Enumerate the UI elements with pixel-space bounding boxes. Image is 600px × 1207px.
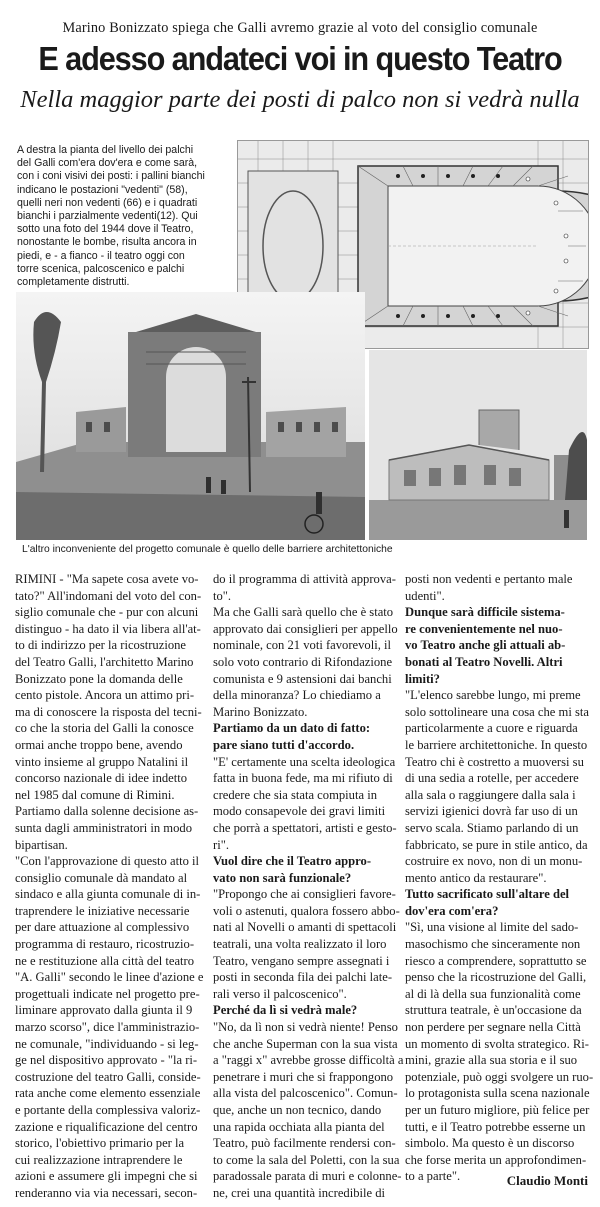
body-line: siglio comunale che - pur con alcuni <box>15 605 199 620</box>
question-line: pare siano tutti d'accordo. <box>213 737 355 752</box>
body-line: progettuali indicate nel progetto pre- <box>15 986 200 1001</box>
author-signature: Claudio Monti <box>506 1173 588 1188</box>
body-line: servizi igienici dovrà far uso di un <box>405 804 578 819</box>
caption-line: torre scenica, palcoscenico e palchi <box>17 262 185 275</box>
body-line: approvato dai consiglieri per appello <box>213 621 398 636</box>
body-line: to di indirizzo per la ricostruzione <box>15 638 187 653</box>
body-line: ormai anche troppo bene, avendo <box>15 737 183 752</box>
body-line: ma di conoscere la risposta del tecni- <box>15 704 202 719</box>
body-line: al di là della sua funzionalità come <box>405 986 581 1001</box>
body-line: penso che la ricostruzione del Galli, <box>405 970 587 985</box>
body-line: concorso nazionale di idee indetto <box>15 771 188 786</box>
body-line: "A. Galli" secondo le linee d'azione e <box>15 970 204 985</box>
body-line: voli o astenuti, qualora fossero abbo- <box>213 903 400 918</box>
body-line: udenti". <box>405 588 445 603</box>
body-line: "Propongo che ai consiglieri favore- <box>213 887 396 902</box>
text-column-2 <box>213 571 404 1202</box>
body-line: to". <box>213 588 232 603</box>
body-line: azioni e assumere gli impegni che si <box>15 1169 198 1184</box>
body-line: della minoranza? Lo chiediamo a <box>213 688 381 703</box>
question-line: Dunque sarà difficile sistema- <box>405 605 565 620</box>
body-line: posti non vedenti e pertanto male <box>405 572 573 586</box>
body-line: Partiamo dalla solenne decisione as- <box>15 804 199 819</box>
body-line: Marino Bonizzato. <box>213 704 308 719</box>
headline: E adesso andateci voi in questo Teatro <box>38 40 562 77</box>
body-line: "Sì, una visione al limite del sado- <box>405 920 579 935</box>
caption-line: nonostante le bombe, risulta ancora in <box>17 236 197 249</box>
body-line: sindaco e alla giunta comunale di in- <box>15 887 201 902</box>
body-line: ne comunale, "individuando - si leg- <box>15 1036 199 1051</box>
body-line: "E' certamente una scelta ideologica <box>213 754 396 769</box>
caption-line: completamente distrutti. <box>17 276 130 289</box>
caption-line: piedi, e - a fianco - il teatro oggi con <box>17 249 185 262</box>
question-line: vo Teatro anche gli attuali ab- <box>405 638 566 653</box>
body-line: costruzione del teatro Galli, conside- <box>15 1069 201 1084</box>
body-line: nel 1985 dal comune di Rimini. <box>15 787 175 802</box>
body-line: consiglio comunale dà mandato al <box>15 870 188 885</box>
body-line: ne e restituzione alla città del teatro <box>15 953 195 968</box>
body-line: bipartisan. <box>15 837 68 852</box>
body-line: storico, l'obiettivo primario per la <box>15 1136 185 1151</box>
body-line: rali verso il palcoscenico". <box>213 986 347 1001</box>
body-line: che forse merita un approfondimen- <box>405 1152 587 1167</box>
kicker-line: Marino Bonizzato spiega che Galli avremo grazie al voto del consiglio comunale <box>62 20 538 36</box>
body-line: struttura teatrale, è un'occasione da <box>405 1003 582 1018</box>
caption-line: con i coni visivi dei posti: i pallini bianchi <box>17 170 205 183</box>
body-line: a "raggi x" avrebbe grosse difficoltà a <box>213 1053 404 1068</box>
body-line: co che la storia del Galli la conosce <box>15 721 194 736</box>
body-line: per dare attuazione al complessivo <box>15 920 190 935</box>
question-line: Perché da lì si vedrà male? <box>213 1003 358 1018</box>
body-line: "Con l'approvazione di questo atto il <box>15 854 200 869</box>
body-line: nominale, con 21 voti favorevoli, il <box>213 638 392 653</box>
question-line: re convenientemente nel nuo- <box>405 621 563 636</box>
caption-line: indicano le postazioni "vedenti" (58), <box>17 183 188 196</box>
body-line: riesco a comprendere, soprattutto se <box>405 953 587 968</box>
body-line: Teatro, vengano sempre assegnati i <box>213 953 390 968</box>
photo-theatre-today <box>369 350 587 540</box>
caption-line: del Galli com'era dov'era e come sarà, <box>17 157 198 170</box>
text-column-1 <box>15 571 204 1202</box>
body-line: solo voto contrario di Rifondazione <box>213 654 393 669</box>
body-line: cui realizzazione intraprendere le <box>15 1152 183 1167</box>
body-line: fabbricato, se pure in stile antico, da <box>405 837 588 852</box>
body-line: programma di restauro, ricostruzio- <box>15 937 195 952</box>
body-line: rata anche come elemento essenziale <box>15 1086 201 1101</box>
question-line: Vuol dire che il Teatro appro- <box>213 854 372 869</box>
body-line: mento antico da restaurare". <box>405 870 547 885</box>
body-line: alla vista del palcoscenico". Comun- <box>213 1086 398 1101</box>
body-line: liminare approvato dalla giunta il 9 <box>15 1003 193 1018</box>
body-line: ge nel dispositivo approvato - "la ri- <box>15 1053 198 1068</box>
body-line: "No, da lì non si vedrà niente! Penso <box>213 1020 398 1035</box>
body-line: zazione e riqualificazione del centro <box>15 1119 198 1134</box>
body-line: lo protagonista sulla scena nazionale <box>405 1086 590 1101</box>
body-line: RIMINI - "Ma sapete cosa avete vo- <box>15 572 199 586</box>
body-line: che anche Superman con la sua vista <box>213 1036 398 1051</box>
body-line: marzo scorso", dice l'amministrazio- <box>15 1020 200 1035</box>
body-line: solo sottolineare una cosa che mi sta <box>405 704 589 719</box>
body-line: do il programma di attività approva- <box>213 572 396 586</box>
body-line: nati al Novelli o amanti di spettacoli <box>213 920 397 935</box>
body-line: servo scala. Stiamo parlando di un <box>405 820 579 835</box>
body-line: sunta dagli amministratori in modo <box>15 820 192 835</box>
body-line: teatrali, una volta realizzato il loro <box>213 937 387 952</box>
body-line: posti in seconda fila dei palchi late- <box>213 970 393 985</box>
body-line: fatta in buona fede, ma mi rifiuto di <box>213 771 393 786</box>
body-line: non perdere per segnare nella Città <box>405 1020 581 1035</box>
body-line: tato?" All'indomani del voto del con- <box>15 588 202 603</box>
body-line: modo consapevole dei gravi limiti <box>213 804 386 819</box>
body-line: cento pistole. Ancora un attimo pri- <box>15 688 195 703</box>
body-line: ri". <box>213 837 229 852</box>
photo-strip-caption: L'altro inconveniente del progetto comunale è quello delle barriere architettoniche <box>22 544 393 555</box>
body-line: del Teatro Galli, l'architetto Marino <box>15 654 194 669</box>
body-line: che porrà a spettatori, artisti e gesto- <box>213 820 397 835</box>
question-line: vato non sarà funzionale? <box>213 870 352 885</box>
body-line: e portante della complessiva valoriz- <box>15 1103 201 1117</box>
body-line: ne, crei una quantità incredibile di <box>213 1185 386 1200</box>
body-line: simbolo. Ma questo è un discorso <box>405 1136 575 1151</box>
plan-caption <box>17 144 235 289</box>
question-line: dov'era com'era? <box>405 903 499 918</box>
body-line: una rapida occhiata alla pianta del <box>213 1119 385 1134</box>
body-line: un momento di svolta strategico. Ri- <box>405 1036 589 1051</box>
body-line: particolarmente a cuore e riguarda <box>405 721 578 736</box>
body-line: alla sala o raggiungere dalla sala i <box>405 787 576 802</box>
caption-line: bianchi i parzialmente vedenti(12). Qui <box>17 210 198 223</box>
body-line: distinguo - ha dato il via libera all'at- <box>15 621 201 636</box>
caption-line: sotto una foto del 1944 dove il Teatro, <box>17 223 194 236</box>
body-line: le barriere architettoniche. In questo <box>405 737 588 752</box>
question-line: Partiamo da un dato di fatto: <box>213 721 371 736</box>
body-line: mini, grazie alla sua storia e il suo <box>405 1053 578 1068</box>
body-line: tutti, e il Teatro potrebbe esserne un <box>405 1119 586 1134</box>
body-line: to a parte". <box>405 1169 461 1184</box>
body-line: Teatro, può facilmente rendersi con- <box>213 1136 396 1151</box>
body-line: paradossale parata di muri e colonne- <box>213 1169 402 1184</box>
body-line: masochismo che sinceramente non <box>405 937 581 952</box>
body-line: que, anche un non tecnico, dando <box>213 1103 382 1117</box>
body-line: di una sedia a rotelle, per accedere <box>405 771 579 786</box>
subheadline: Nella maggior parte dei posti di palco non si vedrà nulla <box>20 86 580 113</box>
body-line: penetrare i muri che si frappongono <box>213 1069 394 1084</box>
caption-line: A destra la pianta del livello dei palchi <box>17 144 194 156</box>
body-line: potenziale, può oggi svolgere un ruo- <box>405 1069 594 1084</box>
body-line: credere che sia stata compiuta in <box>213 787 377 802</box>
question-line: bonati al Teatro Novelli. Altri <box>405 654 563 669</box>
body-line: Teatro chi è costretto a muoversi su <box>405 754 584 769</box>
body-line: costruire ex novo, non di un monu- <box>405 854 583 869</box>
text-column-3 <box>405 571 594 1185</box>
body-line: vinto insieme al gruppo Natalini il <box>15 754 189 769</box>
body-line: traprendere le iniziative necessarie <box>15 903 190 918</box>
body-line: per un futuro migliore, più felice per <box>405 1103 590 1117</box>
caption-line: quelli neri non vedenti (66) e i quadrati <box>17 196 198 209</box>
question-line: Tutto sacrificato sull'altare del <box>405 887 570 902</box>
body-line: comunista e 9 astensioni dai banchi <box>213 671 392 686</box>
body-line: renderanno via via necessari, secon- <box>15 1185 198 1200</box>
body-line: Bonizzato pone la domanda delle <box>15 671 183 686</box>
question-line: limiti? <box>405 671 440 686</box>
body-line: Ma che Galli sarà quello che è stato <box>213 605 394 620</box>
body-line: "L'elenco sarebbe lungo, mi preme <box>405 688 581 703</box>
body-line: to come la sala del Poletti, con la sua <box>213 1152 400 1167</box>
photo-1944 <box>16 292 365 540</box>
